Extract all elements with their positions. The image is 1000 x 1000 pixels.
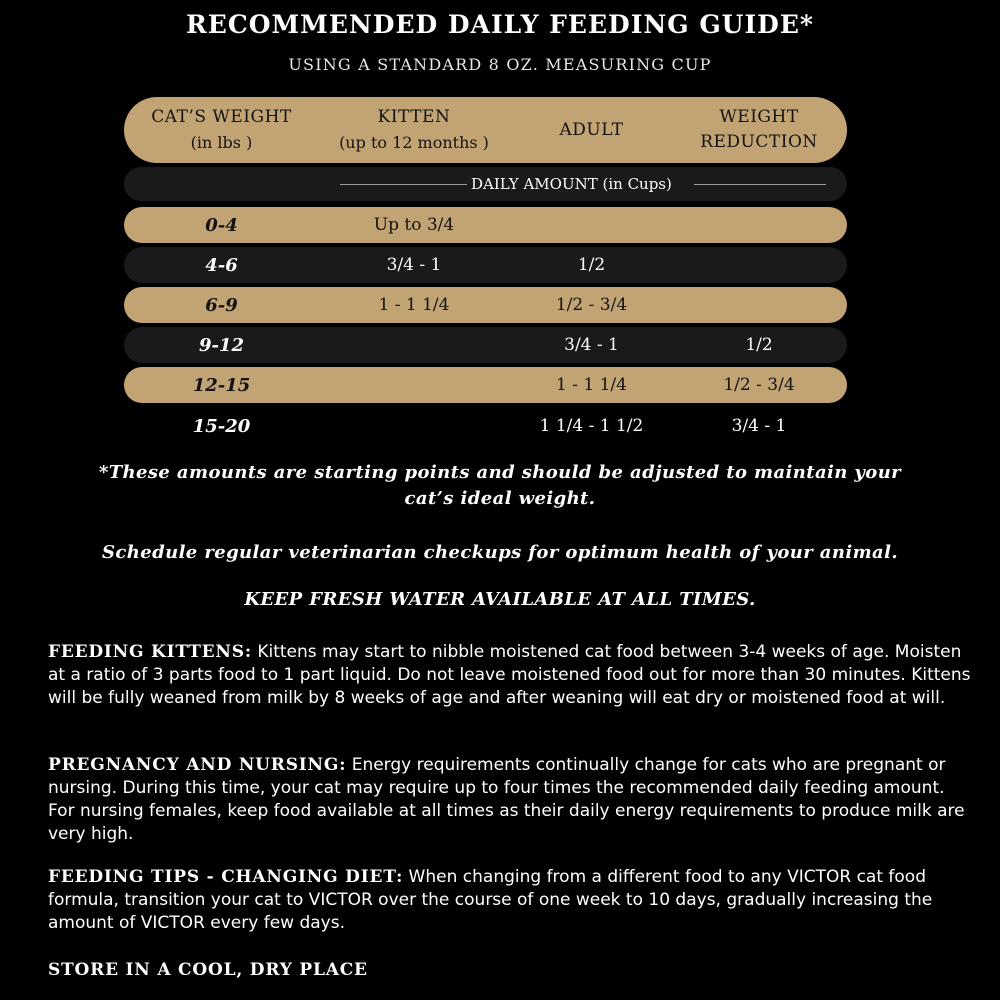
cell-weight: 6-9 — [205, 294, 238, 316]
page-title: RECOMMENDED DAILY FEEDING GUIDE* — [186, 10, 814, 39]
table-row — [124, 207, 847, 243]
cell-reduction — [674, 207, 844, 243]
cell-kitten — [319, 327, 509, 363]
table-row — [124, 247, 847, 283]
cell-kitten — [319, 367, 509, 403]
pregnancy-body: Energy requirements continually change for cats who are pregnant or nursing. During this time, your cat may require up to four times the recommended daily feeding amount. For nursing females, keep food available at all times as their daily energy requirements to produce milk are very high. — [48, 755, 965, 844]
feeding-kittens-heading: FEEDING KITTENS: — [48, 642, 252, 662]
table-row — [124, 407, 847, 445]
cell-adult: 1/2 — [577, 255, 606, 275]
cell-adult: 1 - 1 1/4 — [556, 375, 627, 395]
header-reduction — [674, 97, 844, 163]
pregnancy-heading: PREGNANCY AND NURSING: — [48, 755, 347, 775]
cell-weight: 15-20 — [192, 415, 251, 437]
cell-weight: 4-6 — [205, 254, 238, 276]
header-reduction-line1: WEIGHT — [719, 107, 799, 127]
cell-reduction — [674, 247, 844, 283]
checkups-note: Schedule regular veterinarian checkups for optimum health of your animal. — [102, 542, 898, 563]
feeding-kittens-body: Kittens may start to nibble moistened cat food between 3-4 weeks of age. Moisten at a ratio of 3 parts food to 1 part liquid. Do not leave moistened food out for more than 30 minutes. Kittens will be fully weaned from milk by 8 weeks of age and after weaning will eat dry or moistened food at will. — [48, 642, 971, 708]
cell-adult: 1/2 - 3/4 — [555, 295, 628, 315]
divider-line-right — [694, 184, 826, 185]
header-weight-line2: (in lbs ) — [190, 133, 253, 152]
table-row — [124, 287, 847, 323]
water-note: KEEP FRESH WATER AVAILABLE AT ALL TIMES. — [244, 589, 756, 610]
cell-reduction: 1/2 - 3/4 — [723, 375, 795, 395]
pregnancy-section — [48, 754, 973, 846]
daily-amount-row — [124, 167, 847, 201]
header-weight — [124, 97, 319, 163]
cell-adult: 1 1/4 - 1 1/2 — [539, 416, 644, 436]
page-subtitle: USING A STANDARD 8 OZ. MEASURING CUP — [288, 55, 712, 74]
header-reduction-line2: REDUCTION — [700, 132, 818, 152]
cell-kitten: 3/4 - 1 — [386, 255, 442, 275]
header-kitten-line1: KITTEN — [377, 107, 451, 127]
divider-line-left — [340, 184, 467, 185]
feeding-tips-heading: FEEDING TIPS - CHANGING DIET: — [48, 867, 404, 887]
table-row — [124, 367, 847, 403]
feeding-tips-section — [48, 866, 973, 935]
starting-points-note-line1: *These amounts are starting points and should be adjusted to maintain your — [98, 462, 902, 483]
header-kitten-line2: (up to 12 months ) — [339, 133, 489, 152]
cell-adult — [509, 207, 674, 243]
starting-points-note-line2: cat’s ideal weight. — [404, 488, 596, 509]
feeding-kittens-section — [48, 641, 973, 710]
cell-reduction: 3/4 - 1 — [731, 416, 787, 436]
cell-kitten — [319, 407, 509, 445]
header-adult-line1: ADULT — [559, 119, 624, 140]
cell-weight: 9-12 — [198, 334, 245, 356]
header-kitten — [319, 97, 509, 163]
cell-reduction: 1/2 — [745, 335, 773, 355]
table-row — [124, 327, 847, 363]
storage-note: STORE IN A COOL, DRY PLACE — [48, 960, 368, 980]
cell-weight: 0-4 — [205, 214, 238, 236]
table-header-row — [124, 97, 847, 163]
header-weight-line1: CAT’S WEIGHT — [151, 107, 292, 127]
header-adult — [509, 97, 674, 163]
cell-weight: 12-15 — [192, 374, 251, 396]
daily-amount-label: DAILY AMOUNT (in Cups) — [471, 175, 672, 193]
cell-adult: 3/4 - 1 — [564, 335, 619, 355]
cell-kitten: Up to 3/4 — [373, 215, 455, 235]
cell-reduction — [674, 287, 844, 323]
feeding-tips-body: When changing from a different food to any VICTOR cat food formula, transition your cat to VICTOR over the course of one week to 10 days, gradually increasing the amount of VICTOR every few days. — [48, 867, 933, 933]
cell-kitten: 1 - 1 1/4 — [378, 295, 450, 315]
